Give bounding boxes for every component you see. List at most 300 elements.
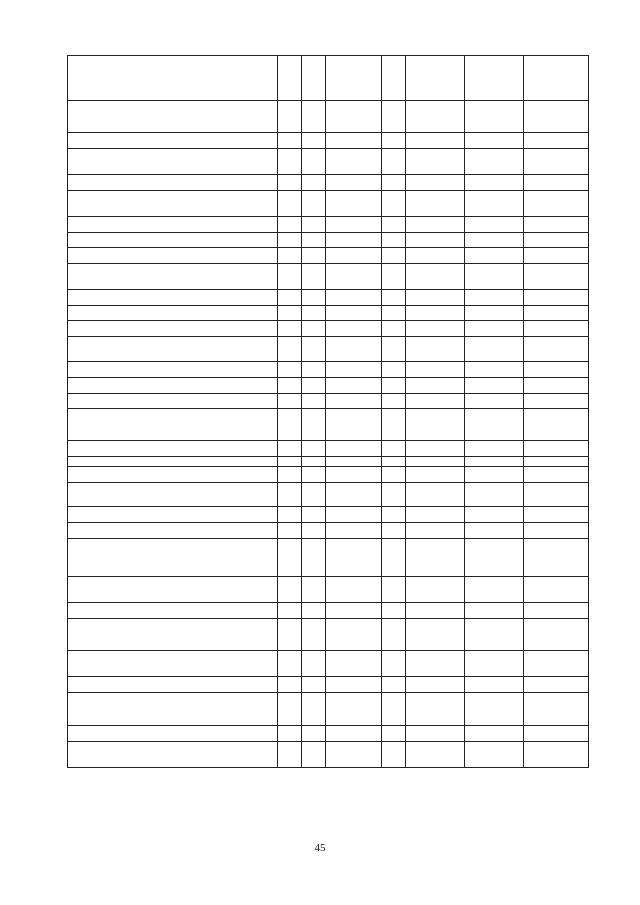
cell-article [326, 101, 382, 133]
cell-name [68, 101, 278, 133]
cell-y2020 [406, 306, 465, 321]
cell-razdel [278, 290, 302, 306]
cell-y2021 [465, 290, 524, 306]
cell-name [68, 362, 278, 378]
cell-podrazdel [302, 248, 326, 264]
table-row [68, 191, 589, 217]
cell-name [68, 337, 278, 362]
cell-y2021 [465, 577, 524, 603]
cell-y2021 [465, 651, 524, 677]
cell-y2022 [524, 337, 589, 362]
cell-podrazdel [302, 378, 326, 394]
cell-y2022 [524, 726, 589, 742]
cell-y2020 [406, 149, 465, 175]
cell-y2022 [524, 394, 589, 409]
cell-name [68, 523, 278, 539]
cell-name [68, 175, 278, 191]
cell-y2022 [524, 101, 589, 133]
cell-vid [382, 457, 406, 467]
cell-podrazdel [302, 441, 326, 457]
cell-y2022 [524, 742, 589, 768]
cell-y2021 [465, 523, 524, 539]
cell-y2022 [524, 248, 589, 264]
cell-y2021 [465, 539, 524, 577]
table-body [68, 56, 589, 768]
cell-article [326, 191, 382, 217]
cell-article [326, 523, 382, 539]
cell-podrazdel [302, 726, 326, 742]
cell-y2020 [406, 248, 465, 264]
cell-vid [382, 264, 406, 290]
cell-podrazdel [302, 603, 326, 619]
cell-article [326, 321, 382, 337]
cell-y2020 [406, 603, 465, 619]
cell-y2020 [406, 441, 465, 457]
cell-article [326, 394, 382, 409]
cell-name [68, 321, 278, 337]
cell-razdel [278, 467, 302, 483]
cell-y2021 [465, 306, 524, 321]
header-podrazdel [302, 56, 326, 101]
cell-y2021 [465, 677, 524, 693]
cell-y2020 [406, 742, 465, 768]
cell-y2022 [524, 677, 589, 693]
cell-vid [382, 217, 406, 233]
cell-podrazdel [302, 483, 326, 507]
cell-y2021 [465, 409, 524, 441]
table-row [68, 507, 589, 523]
cell-y2021 [465, 507, 524, 523]
cell-article [326, 677, 382, 693]
cell-y2022 [524, 378, 589, 394]
cell-y2020 [406, 191, 465, 217]
cell-razdel [278, 523, 302, 539]
cell-name [68, 742, 278, 768]
budget-table [67, 55, 589, 768]
cell-name [68, 619, 278, 651]
table-row [68, 467, 589, 483]
cell-y2022 [524, 264, 589, 290]
cell-article [326, 539, 382, 577]
cell-razdel [278, 264, 302, 290]
cell-name [68, 441, 278, 457]
cell-y2022 [524, 539, 589, 577]
cell-y2022 [524, 693, 589, 726]
cell-y2021 [465, 133, 524, 149]
cell-y2020 [406, 133, 465, 149]
cell-vid [382, 149, 406, 175]
cell-razdel [278, 742, 302, 768]
cell-razdel [278, 483, 302, 507]
cell-razdel [278, 693, 302, 726]
cell-article [326, 619, 382, 651]
cell-article [326, 467, 382, 483]
cell-y2020 [406, 101, 465, 133]
table-row [68, 457, 589, 467]
cell-name [68, 233, 278, 248]
cell-vid [382, 175, 406, 191]
cell-y2022 [524, 321, 589, 337]
cell-article [326, 175, 382, 191]
cell-y2020 [406, 217, 465, 233]
cell-podrazdel [302, 577, 326, 603]
cell-name [68, 248, 278, 264]
cell-y2021 [465, 321, 524, 337]
cell-razdel [278, 409, 302, 441]
cell-y2020 [406, 539, 465, 577]
cell-y2022 [524, 306, 589, 321]
cell-y2022 [524, 191, 589, 217]
cell-podrazdel [302, 539, 326, 577]
cell-vid [382, 726, 406, 742]
table-row [68, 321, 589, 337]
cell-y2022 [524, 233, 589, 248]
cell-article [326, 217, 382, 233]
cell-podrazdel [302, 217, 326, 233]
cell-y2021 [465, 233, 524, 248]
cell-y2020 [406, 337, 465, 362]
cell-y2022 [524, 290, 589, 306]
cell-article [326, 264, 382, 290]
cell-podrazdel [302, 337, 326, 362]
cell-podrazdel [302, 619, 326, 651]
cell-y2020 [406, 693, 465, 726]
cell-y2021 [465, 337, 524, 362]
cell-y2020 [406, 457, 465, 467]
cell-y2022 [524, 619, 589, 651]
cell-y2022 [524, 483, 589, 507]
table-row [68, 362, 589, 378]
cell-podrazdel [302, 149, 326, 175]
cell-razdel [278, 651, 302, 677]
cell-article [326, 457, 382, 467]
cell-y2021 [465, 149, 524, 175]
cell-y2021 [465, 378, 524, 394]
cell-name [68, 457, 278, 467]
cell-podrazdel [302, 677, 326, 693]
cell-y2020 [406, 362, 465, 378]
cell-y2020 [406, 507, 465, 523]
cell-razdel [278, 306, 302, 321]
cell-vid [382, 507, 406, 523]
cell-podrazdel [302, 264, 326, 290]
cell-y2020 [406, 233, 465, 248]
cell-y2020 [406, 175, 465, 191]
cell-y2021 [465, 619, 524, 651]
table-row [68, 175, 589, 191]
cell-vid [382, 133, 406, 149]
cell-name [68, 577, 278, 603]
cell-razdel [278, 726, 302, 742]
cell-y2021 [465, 248, 524, 264]
cell-podrazdel [302, 409, 326, 441]
cell-y2021 [465, 191, 524, 217]
header-article [326, 56, 382, 101]
table-row [68, 523, 589, 539]
table-row [68, 337, 589, 362]
cell-razdel [278, 603, 302, 619]
cell-name [68, 726, 278, 742]
cell-article [326, 409, 382, 441]
cell-name [68, 306, 278, 321]
cell-y2022 [524, 175, 589, 191]
cell-y2022 [524, 149, 589, 175]
cell-razdel [278, 619, 302, 651]
cell-article [326, 603, 382, 619]
cell-vid [382, 742, 406, 768]
cell-podrazdel [302, 233, 326, 248]
cell-y2022 [524, 651, 589, 677]
header-razdel [278, 56, 302, 101]
table-row [68, 101, 589, 133]
cell-razdel [278, 101, 302, 133]
table-row [68, 441, 589, 457]
cell-y2021 [465, 742, 524, 768]
cell-name [68, 507, 278, 523]
cell-vid [382, 619, 406, 651]
cell-y2021 [465, 441, 524, 457]
cell-name [68, 394, 278, 409]
table-row [68, 677, 589, 693]
cell-vid [382, 321, 406, 337]
cell-name [68, 467, 278, 483]
cell-podrazdel [302, 523, 326, 539]
cell-vid [382, 248, 406, 264]
cell-vid [382, 467, 406, 483]
table-row [68, 409, 589, 441]
cell-name [68, 539, 278, 577]
cell-name [68, 133, 278, 149]
cell-razdel [278, 507, 302, 523]
cell-y2021 [465, 457, 524, 467]
cell-podrazdel [302, 191, 326, 217]
cell-podrazdel [302, 394, 326, 409]
cell-name [68, 409, 278, 441]
cell-vid [382, 651, 406, 677]
cell-y2020 [406, 409, 465, 441]
header-year-2020 [406, 56, 465, 101]
table-row [68, 248, 589, 264]
cell-y2020 [406, 726, 465, 742]
cell-name [68, 149, 278, 175]
table-row [68, 394, 589, 409]
cell-name [68, 603, 278, 619]
cell-podrazdel [302, 362, 326, 378]
table-row [68, 233, 589, 248]
cell-y2021 [465, 101, 524, 133]
cell-y2022 [524, 603, 589, 619]
cell-article [326, 248, 382, 264]
cell-y2020 [406, 651, 465, 677]
cell-name [68, 217, 278, 233]
cell-vid [382, 603, 406, 619]
cell-y2022 [524, 577, 589, 603]
cell-vid [382, 362, 406, 378]
header-vid [382, 56, 406, 101]
cell-article [326, 742, 382, 768]
cell-y2020 [406, 467, 465, 483]
cell-vid [382, 677, 406, 693]
cell-y2022 [524, 133, 589, 149]
cell-podrazdel [302, 290, 326, 306]
cell-vid [382, 693, 406, 726]
cell-y2021 [465, 726, 524, 742]
cell-podrazdel [302, 467, 326, 483]
header-year-2021 [465, 56, 524, 101]
table-row [68, 378, 589, 394]
cell-razdel [278, 133, 302, 149]
cell-y2021 [465, 264, 524, 290]
table-row [68, 742, 589, 768]
cell-y2020 [406, 394, 465, 409]
cell-vid [382, 577, 406, 603]
cell-y2021 [465, 217, 524, 233]
cell-article [326, 233, 382, 248]
cell-vid [382, 337, 406, 362]
cell-name [68, 693, 278, 726]
cell-podrazdel [302, 175, 326, 191]
table-row [68, 651, 589, 677]
table-row [68, 603, 589, 619]
cell-y2020 [406, 677, 465, 693]
cell-vid [382, 306, 406, 321]
header-year-2022 [524, 56, 589, 101]
cell-article [326, 378, 382, 394]
cell-razdel [278, 394, 302, 409]
cell-y2022 [524, 217, 589, 233]
cell-vid [382, 233, 406, 248]
cell-y2022 [524, 523, 589, 539]
table-row [68, 577, 589, 603]
cell-podrazdel [302, 101, 326, 133]
cell-name [68, 290, 278, 306]
table-row [68, 290, 589, 306]
cell-podrazdel [302, 457, 326, 467]
cell-razdel [278, 149, 302, 175]
cell-vid [382, 523, 406, 539]
cell-razdel [278, 217, 302, 233]
cell-article [326, 133, 382, 149]
cell-y2021 [465, 483, 524, 507]
cell-vid [382, 539, 406, 577]
cell-article [326, 306, 382, 321]
cell-article [326, 507, 382, 523]
cell-razdel [278, 457, 302, 467]
cell-y2022 [524, 409, 589, 441]
cell-article [326, 362, 382, 378]
cell-razdel [278, 677, 302, 693]
cell-razdel [278, 441, 302, 457]
cell-razdel [278, 577, 302, 603]
cell-podrazdel [302, 507, 326, 523]
table-row [68, 693, 589, 726]
table-row [68, 619, 589, 651]
cell-y2020 [406, 577, 465, 603]
cell-vid [382, 483, 406, 507]
cell-y2021 [465, 362, 524, 378]
cell-article [326, 149, 382, 175]
cell-y2020 [406, 264, 465, 290]
cell-razdel [278, 233, 302, 248]
cell-vid [382, 441, 406, 457]
cell-vid [382, 378, 406, 394]
table-row [68, 264, 589, 290]
cell-podrazdel [302, 133, 326, 149]
cell-y2021 [465, 693, 524, 726]
cell-razdel [278, 321, 302, 337]
cell-article [326, 483, 382, 507]
cell-y2020 [406, 483, 465, 507]
table-row [68, 149, 589, 175]
cell-vid [382, 101, 406, 133]
cell-vid [382, 290, 406, 306]
cell-y2021 [465, 175, 524, 191]
cell-vid [382, 394, 406, 409]
cell-y2020 [406, 321, 465, 337]
cell-y2020 [406, 523, 465, 539]
table-row [68, 483, 589, 507]
cell-razdel [278, 175, 302, 191]
cell-name [68, 677, 278, 693]
cell-name [68, 378, 278, 394]
cell-article [326, 290, 382, 306]
cell-vid [382, 409, 406, 441]
cell-razdel [278, 248, 302, 264]
table-row [68, 133, 589, 149]
cell-y2022 [524, 441, 589, 457]
cell-article [326, 726, 382, 742]
page-number: 45 [314, 842, 326, 854]
cell-article [326, 693, 382, 726]
cell-y2020 [406, 619, 465, 651]
cell-y2022 [524, 362, 589, 378]
cell-name [68, 191, 278, 217]
header-row [68, 56, 589, 101]
table-row [68, 539, 589, 577]
table-row [68, 726, 589, 742]
cell-podrazdel [302, 693, 326, 726]
cell-y2021 [465, 394, 524, 409]
cell-name [68, 264, 278, 290]
cell-razdel [278, 378, 302, 394]
cell-y2022 [524, 457, 589, 467]
cell-razdel [278, 191, 302, 217]
cell-razdel [278, 362, 302, 378]
cell-vid [382, 191, 406, 217]
cell-y2020 [406, 290, 465, 306]
cell-podrazdel [302, 742, 326, 768]
cell-y2022 [524, 467, 589, 483]
cell-razdel [278, 337, 302, 362]
cell-article [326, 337, 382, 362]
table-row [68, 306, 589, 321]
cell-article [326, 651, 382, 677]
cell-y2021 [465, 603, 524, 619]
header-name [68, 56, 278, 101]
cell-name [68, 483, 278, 507]
cell-article [326, 441, 382, 457]
cell-y2022 [524, 507, 589, 523]
cell-y2021 [465, 467, 524, 483]
cell-podrazdel [302, 651, 326, 677]
cell-razdel [278, 539, 302, 577]
cell-name [68, 651, 278, 677]
table-row [68, 217, 589, 233]
cell-article [326, 577, 382, 603]
cell-podrazdel [302, 306, 326, 321]
cell-podrazdel [302, 321, 326, 337]
cell-y2020 [406, 378, 465, 394]
